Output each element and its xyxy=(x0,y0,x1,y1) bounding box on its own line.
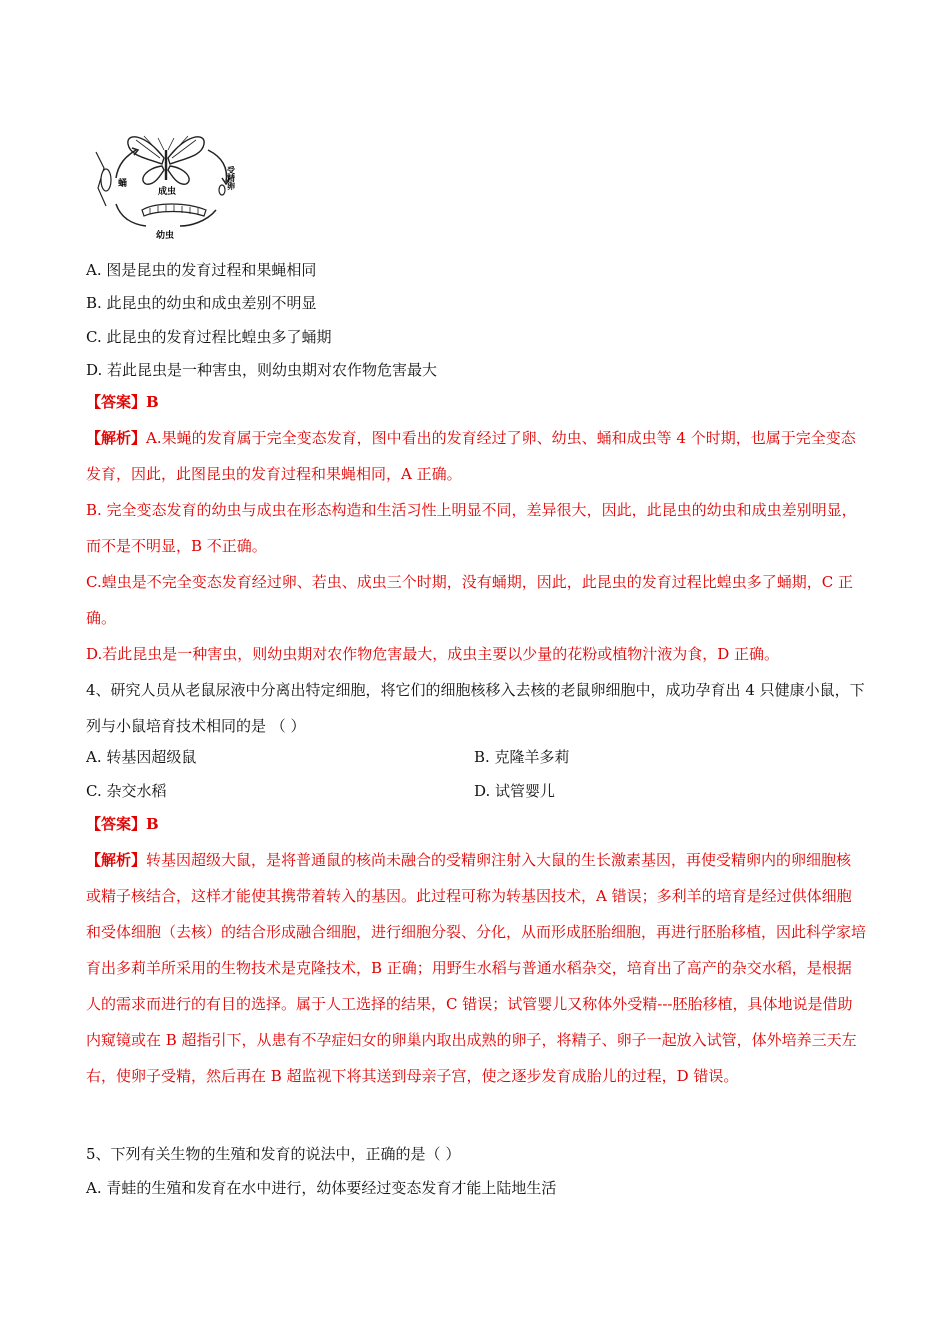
q4-option-b: B. 克隆羊多莉 xyxy=(474,748,570,766)
q4-analysis-text: 转基因超级大鼠，是将普通鼠的核尚未融合的受精卵注射入大鼠的生长激素基因，再使受精卵内的卵细胞核或精子核结合，这样才能使其携带着转入的基因。此过程可称为转基因技术，A 错误；多利羊的培育是经过供体细胞和受体细胞（去核）的结合形成融合细胞，进行细胞分裂、分化，从而形成胚胎细胞，再进行胚胎移植，因此科学家培育出多莉羊所采用的生物技术是克隆技术，B 正确；用野生水稻与普通水稻杂交，培育出了高产的杂交水稻，是根据人的需求而进行的有目的选择。属于人工选择的结果，C 错误；试管婴儿又称体外受精---胚胎移植，具体地说是借助内窥镜或在 B 超指引下，从患有不孕症妇女的卵巢内取出成熟的卵子，将精子、卵子一起放入试管，体外培养三天左右，使卵子受精，然后再在 B 超监视下将其送到母亲子宫，使之逐步发育成胎儿的过程，D 错误。 xyxy=(86,851,867,1085)
q4-stem: 4、研究人员从老鼠尿液中分离出特定细胞，将它们的细胞核移入去核的老鼠卵细胞中，成功孕育出 4 只健康小鼠，下列与小鼠培育技术相同的是 （ ） xyxy=(86,681,865,735)
insect-lifecycle-figure xyxy=(86,128,246,240)
pupa-label: 蛹 xyxy=(118,179,128,189)
q3-analysis-b: B. 完全变态发育的幼虫与成虫在形态构造和生活习性上明显不同，差异很大，因此，此昆虫的幼虫和成虫差别明显，而不是不明显，B 不正确。 xyxy=(86,501,857,555)
egg-icon xyxy=(219,185,225,195)
pupa-icon xyxy=(96,152,111,206)
q3-analysis-a xyxy=(86,420,866,492)
butterfly-icon xyxy=(128,136,204,184)
q3-analysis-d: D.若此昆虫是一种害虫，则幼虫期对农作物危害最大，成虫主要以少量的花粉或植物汁液为食，D 正确。 xyxy=(86,645,780,663)
q3-option-d: D. 若此昆虫是一种害虫，则幼虫期对农作物危害最大 xyxy=(86,361,438,379)
q3-analysis-label: 【解析】 xyxy=(86,429,147,447)
q3-option-a: A. 图是昆虫的发育过程和果蝇相同 xyxy=(86,261,317,279)
q3-answer: 【答案】B xyxy=(86,393,159,411)
q4-analysis-label: 【解析】 xyxy=(86,851,147,869)
q3-analysis-a-text: A.果蝇的发育属于完全变态发育，图中看出的发育经过了卵、幼虫、蛹和成虫等 4 个时期，也属于完全变态发育，因此，此图昆虫的发育过程和果蝇相同，A 正确。 xyxy=(86,429,856,483)
q5-stem: 5、下列有关生物的生殖和发育的说法中，正确的是（ ） xyxy=(86,1145,461,1163)
q3-option-c: C. 此昆虫的发育过程比蝗虫多了蛹期 xyxy=(86,328,332,346)
q3-option-b: B. 此昆虫的幼虫和成虫差别不明显 xyxy=(86,294,317,312)
larva-label: 幼虫 xyxy=(156,231,175,240)
q4-answer: 【答案】B xyxy=(86,815,159,833)
q3-analysis-c: C.蝗虫是不完全变态发育经过卵、若虫、成虫三个时期，没有蛹期，因此，此昆虫的发育过程比蝗虫多了蛹期，C 正确。 xyxy=(86,573,853,627)
q4-analysis xyxy=(86,842,866,1094)
q5-option-a: A. 青蛙的生殖和发育在水中进行，幼体要经过变态发育才能上陆地生活 xyxy=(86,1179,557,1197)
q4-option-c: C. 杂交水稻 xyxy=(86,782,167,800)
q4-option-d: D. 试管婴儿 xyxy=(474,782,556,800)
q4-option-a: A. 转基因超级鼠 xyxy=(86,748,197,766)
egg-label: 受精卵 xyxy=(226,166,236,190)
adult-label: 成虫 xyxy=(158,187,177,197)
larva-icon xyxy=(142,204,206,216)
